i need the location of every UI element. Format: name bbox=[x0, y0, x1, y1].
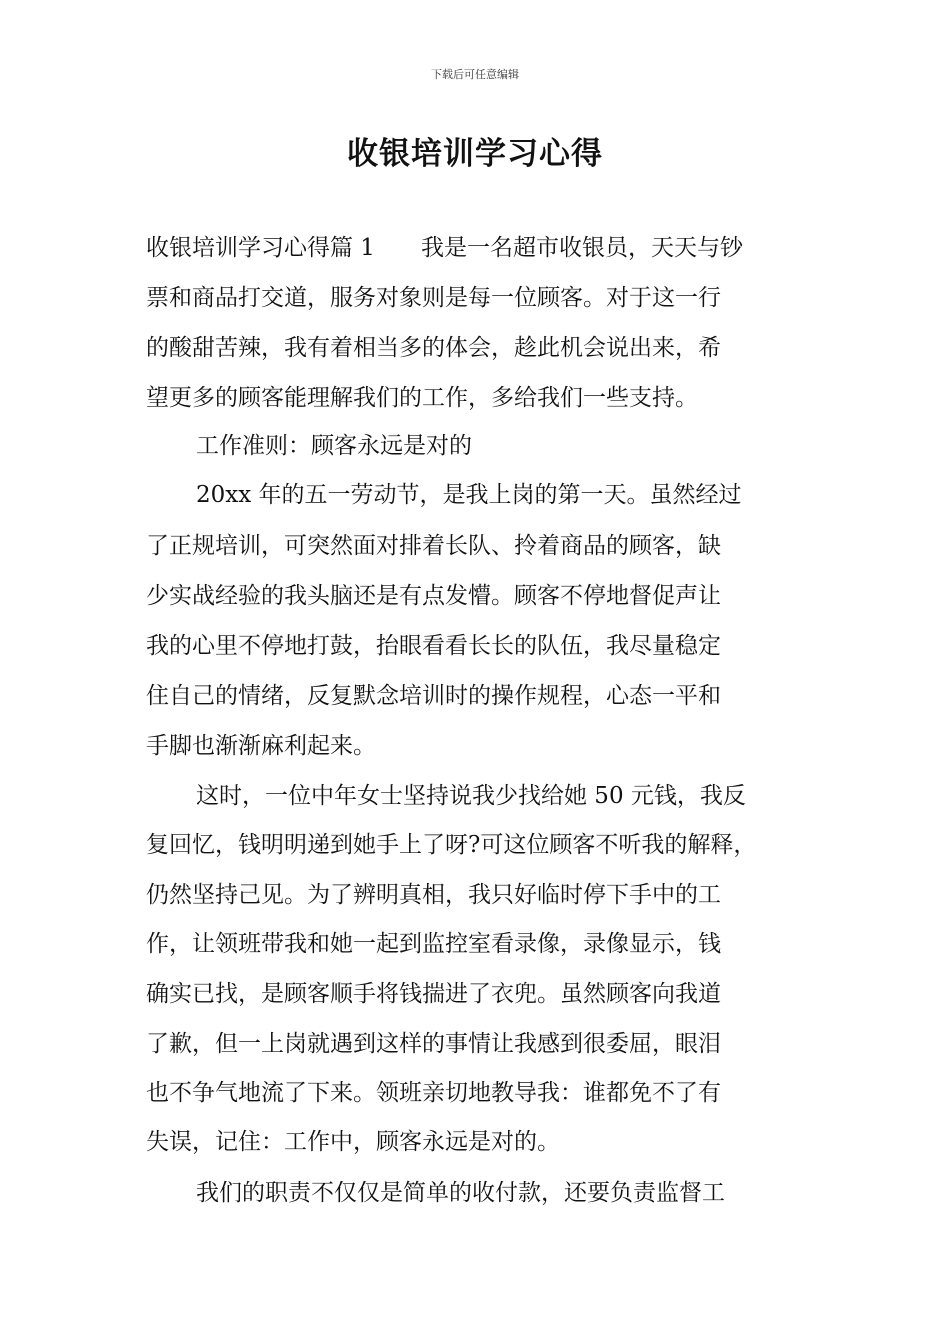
body-line: 我的心里不停地打鼓，抬眼看看长长的队伍，我尽量稳定 bbox=[146, 633, 721, 659]
body-line: 了歉，但一上岗就遇到这样的事情让我感到很委屈，眼泪 bbox=[146, 1031, 721, 1057]
body-line: 票和商品打交道，服务对象则是每一位顾客。对于这一行 bbox=[146, 285, 721, 311]
body-line: 这时，一位中年女士坚持说我少找给她 50 元钱，我反 bbox=[196, 783, 746, 809]
body-line: 失误，记住：工作中，顾客永远是对的。 bbox=[146, 1129, 560, 1155]
body-line: 收银培训学习心得篇 1 我是一名超市收银员，天天与钞 bbox=[146, 235, 743, 261]
body-line: 20xx 年的五一劳动节，是我上岗的第一天。虽然经过 bbox=[196, 482, 742, 508]
document-title: 收银培训学习心得 bbox=[347, 136, 603, 172]
body-line: 手脚也渐渐麻利起来。 bbox=[146, 733, 376, 759]
body-line: 的酸甜苦辣，我有着相当多的体会，趁此机会说出来，希 bbox=[146, 335, 721, 361]
section-heading: 工作准则：顾客永远是对的 bbox=[196, 433, 472, 459]
body-line: 仍然坚持己见。为了辨明真相，我只好临时停下手中的工 bbox=[146, 882, 721, 908]
body-line: 确实已找，是顾客顺手将钱揣进了衣兜。虽然顾客向我道 bbox=[146, 981, 721, 1007]
body-line: 少实战经验的我头脑还是有点发懵。顾客不停地督促声让 bbox=[146, 583, 721, 609]
body-line: 复回忆，钱明明递到她手上了呀?可这位顾客不听我的解释， bbox=[146, 832, 757, 858]
body-line: 了正规培训，可突然面对排着长队、拎着商品的顾客，缺 bbox=[146, 533, 721, 559]
header-note: 下载后可任意编辑 bbox=[431, 68, 519, 81]
body-line: 望更多的顾客能理解我们的工作，多给我们一些支持。 bbox=[146, 385, 698, 411]
body-line: 作，让领班带我和她一起到监控室看录像，录像显示，钱 bbox=[146, 931, 721, 957]
body-line: 住自己的情绪，反复默念培训时的操作规程，心态一平和 bbox=[146, 683, 721, 709]
body-line: 我们的职责不仅仅是简单的收付款，还要负责监督工 bbox=[196, 1180, 725, 1206]
body-line: 也不争气地流了下来。领班亲切地教导我：谁都免不了有 bbox=[146, 1080, 721, 1106]
